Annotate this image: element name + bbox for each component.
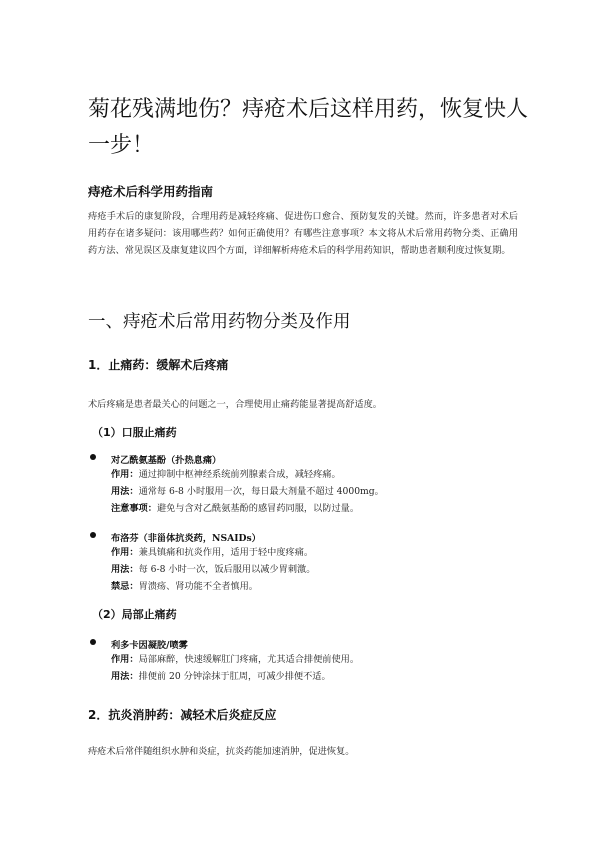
painkillers-description: 术后疼痛是患者最关心的问题之一，合理使用止痛药能显著提高舒适度。	[88, 399, 382, 410]
anti-inflammatory-description: 痔疮术后常伴随组织水肿和炎症，抗炎药能加速消肿，促进恢复。	[88, 746, 355, 757]
subheading-topical-painkillers: （2）局部止痛药	[92, 608, 177, 621]
drug-name: 对乙酰氨基酚（扑热息痛）	[111, 455, 222, 466]
article-subtitle: 痔疮术后科学用药指南	[88, 184, 214, 199]
drug-detail-line: 禁忌：胃溃疡、肾功能不全者慎用。	[111, 581, 258, 592]
drug-name: 布洛芬（非甾体抗炎药，NSAIDs）	[111, 533, 261, 544]
drug-detail-line: 用法：每 6-8 小时一次，饭后服用以减少胃刺激。	[111, 564, 316, 575]
subsection-heading-anti-inflammatory: 2．抗炎消肿药：减轻术后炎症反应	[88, 708, 277, 722]
bullet-icon	[90, 454, 96, 460]
article-title: 菊花残满地伤？痔疮术后这样用药，恢复快人一步！	[88, 97, 529, 158]
section-heading-medication-categories: 一、痔疮术后常用药物分类及作用	[88, 312, 351, 332]
drug-detail-line: 注意事项：避免与含对乙酰氨基酚的感冒药同服，以防过量。	[111, 503, 360, 514]
bullet-icon	[90, 639, 96, 645]
intro-paragraph: 痔疮手术后的康复阶段，合理用药是减轻疼痛、促进伤口愈合、预防复发的关键。然而，许多患者对术后用药存在诸多疑问：该用哪些药？如何正确使用？有哪些注意事项？本文将从术后常用药物分类、正确用药方法、常见误区及康复建议四个方面，详细解析痔疮术后的科学用药知识，帮助患者顺利度过恢复期。	[88, 211, 518, 256]
subsection-heading-painkillers: 1．止痛药：缓解术后疼痛	[88, 358, 229, 372]
subheading-oral-painkillers: （1）口服止痛药	[92, 426, 177, 439]
drug-detail-line: 作用：通过抑制中枢神经系统前列腺素合成，减轻疼痛。	[111, 469, 341, 480]
bullet-icon	[90, 532, 96, 538]
drug-detail-line: 作用：兼具镇痛和抗炎作用，适用于轻中度疼痛。	[111, 547, 314, 558]
drug-detail-line: 用法：通常每 6-8 小时服用一次，每日最大剂量不超过 4000mg。	[111, 486, 384, 497]
drug-name: 利多卡因凝胶/喷雾	[111, 640, 188, 651]
drug-detail-line: 用法：排便前 20 分钟涂抹于肛周，可减少排便不适。	[111, 671, 331, 682]
drug-detail-line: 作用：局部麻醉，快速缓解肛门疼痛，尤其适合排便前使用。	[111, 654, 360, 665]
